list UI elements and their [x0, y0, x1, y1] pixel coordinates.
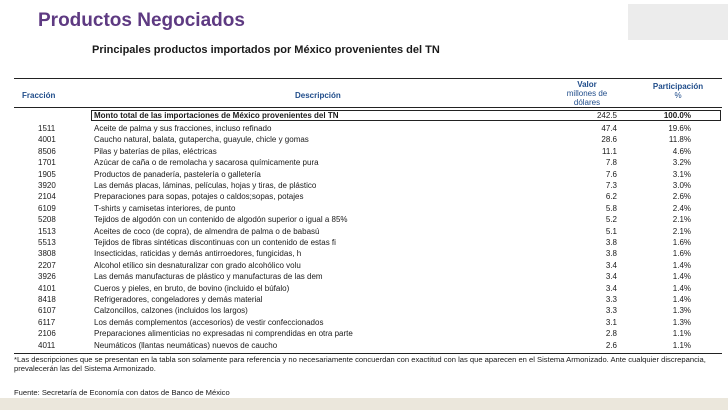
- cell-valor: 3.8: [605, 238, 617, 247]
- cell-fraccion: 3808: [38, 249, 56, 259]
- cell-fraccion: 4101: [38, 283, 56, 293]
- cell-fraccion: 2207: [38, 260, 56, 270]
- total-participacion: 100.0%: [663, 111, 691, 120]
- slide-title: Productos Negociados: [38, 10, 245, 31]
- cell-fraccion: 1701: [38, 158, 56, 168]
- cell-participacion: 2.4%: [672, 203, 691, 213]
- cell-fraccion: 4001: [38, 135, 56, 145]
- cell-descripcion: Cueros y pieles, en bruto, de bovino (incluido el búfalo): [94, 283, 290, 293]
- cell-fraccion: 8506: [38, 146, 56, 156]
- cell-valor: 3.8: [605, 249, 617, 259]
- cell-fraccion: 3926: [38, 272, 56, 282]
- header-top-rule: [14, 78, 722, 79]
- cell-valor: 2.6: [605, 340, 617, 350]
- cell-fraccion: 1905: [38, 169, 56, 179]
- table-row: [0, 134, 728, 145]
- table-row: [0, 271, 728, 282]
- cell-participacion: 3.1%: [672, 169, 691, 179]
- table-bottom-rule: [14, 353, 722, 354]
- table-row: [0, 248, 728, 259]
- cell-valor: 11.1: [602, 146, 617, 156]
- column-header-participacion-line1: Participación: [652, 82, 704, 91]
- cell-participacion: 1.6%: [672, 238, 691, 247]
- header-bottom-rule: [14, 107, 722, 108]
- cell-participacion: 2.1%: [672, 215, 691, 225]
- cell-participacion: 1.4%: [672, 295, 691, 304]
- total-descripcion: Monto total de las importaciones de México provenientes del TN: [94, 111, 339, 120]
- table-title: Principales productos importados por México provenientes del TN: [92, 44, 440, 56]
- table-row: [0, 146, 728, 157]
- cell-descripcion: Neumáticos (llantas neumáticas) nuevos de caucho: [94, 340, 278, 350]
- table-row: [0, 169, 728, 180]
- table-row: [0, 191, 728, 202]
- cell-participacion: 1.1%: [672, 340, 691, 350]
- total-valor: 242.5: [596, 111, 617, 120]
- cell-valor: 47.4: [601, 124, 617, 133]
- cell-fraccion: 5513: [38, 238, 56, 247]
- cell-participacion: 2.1%: [672, 226, 691, 236]
- cell-fraccion: 4011: [38, 340, 56, 350]
- bottom-strip: [0, 398, 728, 410]
- cell-descripcion: Caucho natural, balata, gutapercha, guayule, chicle y gomas: [94, 135, 309, 145]
- cell-fraccion: 1511: [38, 124, 56, 133]
- table-row: [0, 214, 728, 225]
- cell-descripcion: Las demás placas, láminas, películas, hojas y tiras, de plástico: [94, 181, 317, 190]
- cell-valor: 3.4: [605, 272, 617, 282]
- cell-participacion: 11.8%: [668, 135, 691, 145]
- cell-fraccion: 6109: [38, 203, 56, 213]
- cell-valor: 3.1: [605, 317, 617, 327]
- cell-valor: 6.2: [605, 192, 617, 202]
- cell-participacion: 19.6%: [668, 124, 691, 133]
- cell-descripcion: Preparaciones para sopas, potajes o caldos;sopas, potajes: [94, 192, 304, 202]
- cell-participacion: 1.4%: [672, 283, 691, 293]
- cell-fraccion: 5208: [38, 215, 56, 225]
- header-decoration: [628, 4, 728, 40]
- table-row: [0, 180, 728, 191]
- table-row: [0, 305, 728, 316]
- cell-descripcion: Pilas y baterías de pilas, eléctricas: [94, 146, 217, 156]
- cell-participacion: 1.3%: [672, 306, 691, 316]
- column-header-valor-line1: Valor: [577, 80, 597, 89]
- cell-valor: 7.3: [605, 181, 617, 190]
- table-row: [0, 226, 728, 237]
- table-row: [0, 237, 728, 248]
- table-row: [0, 123, 728, 134]
- cell-fraccion: 2106: [38, 329, 56, 339]
- cell-fraccion: 1513: [38, 226, 56, 236]
- cell-descripcion: Preparaciones alimenticias no expresadas ni comprendidas en otra parte: [94, 329, 353, 339]
- cell-fraccion: 8418: [38, 295, 56, 304]
- cell-valor: 3.3: [605, 306, 617, 316]
- cell-valor: 28.6: [601, 135, 617, 145]
- cell-fraccion: 6107: [38, 306, 56, 316]
- cell-valor: 5.2: [605, 215, 617, 225]
- column-header-participacion: [638, 82, 718, 100]
- footnote: *Las descripciones que se presentan en la tabla son solamente para referencia y no necesariamente concuerdan con exactitud con las que aparecen en el Sistema Armonizado. Ante cualquier discrepancia, prevalecerán las del Sistema Armonizado.: [14, 355, 706, 373]
- table-row: [0, 157, 728, 168]
- table-row: [0, 317, 728, 328]
- cell-participacion: 1.3%: [672, 317, 691, 327]
- source-note: Fuente: Secretaría de Economía con datos de Banco de México: [14, 388, 230, 397]
- cell-descripcion: Calzoncillos, calzones (incluidos los largos): [94, 306, 248, 316]
- cell-valor: 7.8: [605, 158, 617, 168]
- table-row: [0, 260, 728, 271]
- column-header-valor-line2: millones de: [566, 89, 608, 98]
- table-row: [0, 294, 728, 305]
- cell-descripcion: Aceites de coco (de copra), de almendra de palma o de babasú: [94, 226, 320, 236]
- cell-descripcion: Azúcar de caña o de remolacha y sacarosa químicamente pura: [94, 158, 319, 168]
- column-header-participacion-line2: %: [674, 91, 682, 100]
- cell-descripcion: T-shirts y camisetas interiores, de punto: [94, 203, 236, 213]
- cell-participacion: 1.6%: [672, 249, 691, 259]
- cell-descripcion: Tejidos de algodón con un contenido de algodón superior o igual a 85%: [94, 215, 348, 225]
- total-row: [0, 110, 728, 121]
- table-row: [0, 203, 728, 214]
- cell-valor: 2.8: [605, 329, 617, 339]
- cell-valor: 3.3: [605, 295, 617, 304]
- cell-fraccion: 2104: [38, 192, 56, 202]
- cell-descripcion: Los demás complementos (accesorios) de vestir confeccionados: [94, 317, 324, 327]
- cell-participacion: 3.0%: [672, 181, 691, 190]
- cell-participacion: 4.6%: [672, 146, 691, 156]
- table-row: [0, 340, 728, 351]
- cell-descripcion: Alcohol etílico sin desnaturalizar con grado alcohólico volu: [94, 260, 301, 270]
- cell-valor: 3.4: [605, 260, 617, 270]
- cell-descripcion: Tejidos de fibras sintéticas discontinuas con un contenido de estas fi: [94, 238, 336, 247]
- cell-descripcion: Aceite de palma y sus fracciones, incluso refinado: [94, 124, 272, 133]
- cell-valor: 3.4: [605, 283, 617, 293]
- cell-descripcion: Las demás manufacturas de plástico y manufacturas de las dem: [94, 272, 323, 282]
- column-header-valor-line3: dólares: [573, 98, 601, 107]
- cell-descripcion: Productos de panadería, pastelería o galletería: [94, 169, 261, 179]
- column-header-descripcion: Descripción: [295, 91, 341, 100]
- cell-valor: 5.8: [605, 203, 617, 213]
- cell-participacion: 1.1%: [672, 329, 691, 339]
- cell-descripcion: Insecticidas, raticidas y demás antirroedores, fungicidas, h: [94, 249, 302, 259]
- cell-valor: 5.1: [605, 226, 617, 236]
- cell-participacion: 1.4%: [672, 272, 691, 282]
- cell-fraccion: 3920: [38, 181, 56, 190]
- cell-participacion: 2.6%: [672, 192, 691, 202]
- cell-descripcion: Refrigeradores, congeladores y demás material: [94, 295, 263, 304]
- cell-participacion: 1.4%: [672, 260, 691, 270]
- table-row: [0, 283, 728, 294]
- table-row: [0, 328, 728, 339]
- cell-participacion: 3.2%: [672, 158, 691, 168]
- column-header-valor: [566, 80, 608, 107]
- cell-fraccion: 6117: [38, 317, 56, 327]
- cell-valor: 7.6: [605, 169, 617, 179]
- column-header-fraccion: Fracción: [22, 91, 56, 100]
